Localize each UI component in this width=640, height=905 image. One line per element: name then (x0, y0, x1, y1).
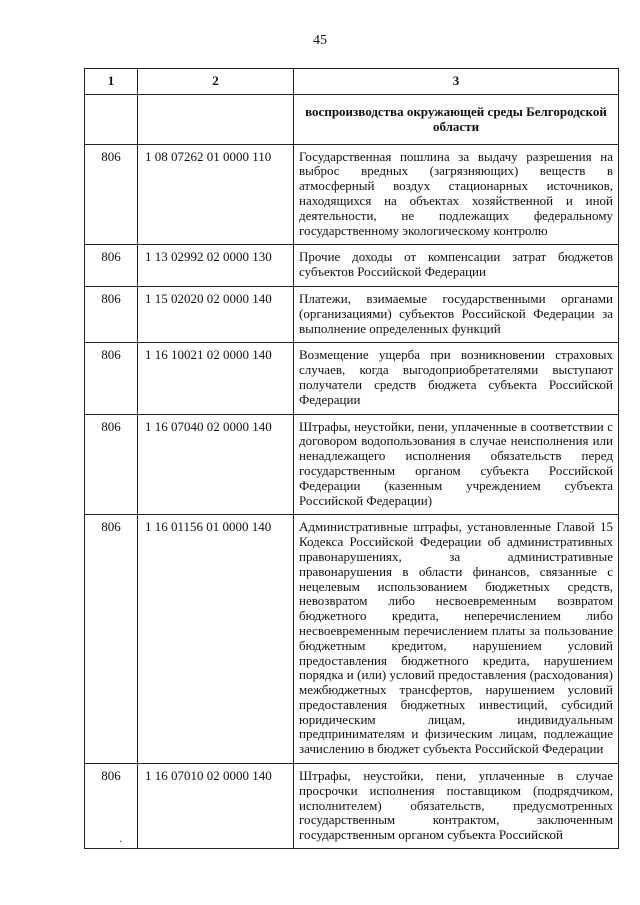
column-header: 2 (138, 69, 294, 95)
revenue-name: Государственная пошлина за выдачу разрешения на выброс вредных (загрязняющих) веществ в атмосферный воздух стационарных источников, находящихся на объектах хозяйственной и иной деятельности, не подлежащих федеральному государственному экологическому контролю (294, 144, 619, 245)
revenue-name: Прочие доходы от компенсации затрат бюджетов субъектов Российской Федерации (294, 245, 619, 287)
table-row (85, 414, 619, 515)
revenue-code: 1 16 10021 02 0000 140 (138, 343, 294, 414)
revenue-name: Платежи, взимаемые государственными органами (организациями) субъектов Российской Федерации за выполнение определенных функций (294, 286, 619, 342)
revenue-code: 1 08 07262 01 0000 110 (138, 144, 294, 245)
revenue-codes-table (84, 68, 619, 849)
admin-code: 806 (85, 286, 138, 342)
table-row (85, 144, 619, 245)
revenue-name: Штрафы, неустойки, пени, уплаченные в соответствии с договором водопользования в случае неисполнения или ненадлежащего исполнения обязательств перед государственным органом субъекта Российской Федерации (казенным учреждением субъекта Российской Федерации) (294, 414, 619, 515)
revenue-name: Административные штрафы, установленные Главой 15 Кодекса Российской Федерации об административных правонарушениях, за административные правонарушения в области финансов, связанные с нецелевым использованием бюджетных средств, невозвратом либо несвоевременным возвратом бюджетного кредита, неперечислением либо несвоевременным перечислением платы за пользование бюджетным кредитом, нарушением условий предоставления бюджетного кредита, нарушением порядка и (или) условий предоставления (расходования) межбюджетных трансфертов, нарушением условий предоставления бюджетных инвестиций, субсидий юридическим лицам, индивидуальным предпринимателям и физическим лицам, подлежащие зачислению в бюджет субъекта Российской Федерации (294, 515, 619, 764)
admin-code: 806 (85, 414, 138, 515)
page-number: 45 (313, 33, 327, 48)
revenue-name: Штрафы, неустойки, пени, уплаченные в случае просрочки исполнения поставщиком (подрядчиком, исполнителем) обязательств, предусмотренных государственным контрактом, заключенным государственным органом субъекта Российской (294, 764, 619, 849)
table-row (85, 515, 619, 764)
column-header: 1 (85, 69, 138, 95)
revenue-name: Возмещение ущерба при возникновении страховых случаев, когда выгодоприобретателями выступают получатели средств бюджета субъекта Российской Федерации (294, 343, 619, 414)
revenue-code: 1 16 07010 02 0000 140 (138, 764, 294, 849)
admin-code: 806 (101, 768, 121, 784)
column-header: 3 (294, 69, 619, 95)
table-row (85, 286, 619, 342)
revenue-code: 1 16 01156 01 0000 140 (138, 515, 294, 764)
table-row (85, 764, 619, 849)
admin-code-cell (85, 764, 138, 849)
scan-speck: · (119, 836, 123, 848)
admin-code: 806 (85, 144, 138, 245)
admin-code: 806 (85, 343, 138, 414)
admin-code: 806 (85, 515, 138, 764)
table-header-row (85, 69, 619, 95)
continuation-row (85, 95, 619, 145)
table-row (85, 343, 619, 414)
table-row (85, 245, 619, 287)
admin-code: 806 (85, 245, 138, 287)
revenue-code: 1 15 02020 02 0000 140 (138, 286, 294, 342)
revenue-code: 1 16 07040 02 0000 140 (138, 414, 294, 515)
continuation-text: воспроизводства окружающей среды Белгородской области (294, 95, 619, 145)
revenue-code: 1 13 02992 02 0000 130 (138, 245, 294, 287)
